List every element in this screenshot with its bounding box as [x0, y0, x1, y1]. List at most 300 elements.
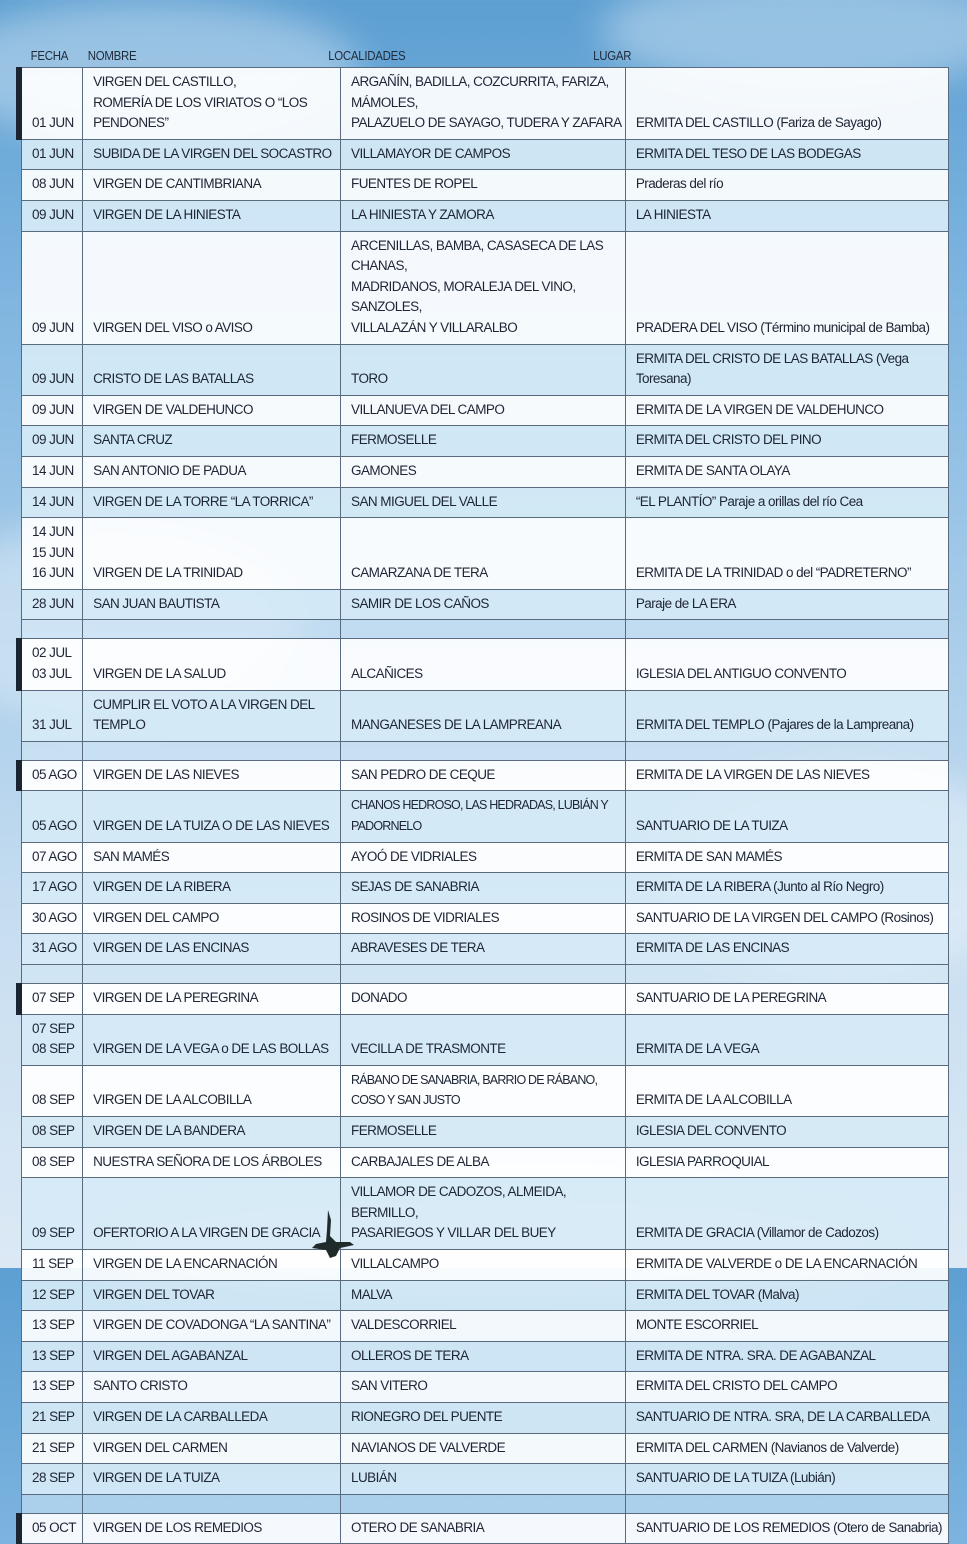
place-cell-line: LA HINIESTA	[635, 206, 711, 222]
place-cell	[625, 639, 948, 690]
name-cell-line: VIRGEN DEL VISO o AVISO	[93, 319, 253, 335]
separator-cell	[341, 620, 626, 639]
place-cell-line: ERMITA DE NTRA. SRA. DE AGABANZAL	[635, 1347, 876, 1363]
date-cell	[22, 344, 83, 395]
localities-cell-line: VECILLA DE TRASMONTE	[351, 1041, 506, 1057]
localities-cell-line: DONADO	[351, 990, 407, 1005]
table-row	[22, 518, 949, 590]
localities-cell	[341, 1280, 626, 1311]
place-cell	[625, 456, 948, 487]
header-nombre: NOMBRE	[87, 48, 137, 63]
name-cell	[83, 1065, 341, 1116]
date-cell-line: 12 SEP	[32, 1286, 75, 1302]
localities-cell	[341, 518, 626, 590]
table-row	[22, 639, 949, 690]
table-row	[22, 68, 949, 140]
name-cell	[83, 426, 341, 457]
localities-cell	[341, 1341, 626, 1372]
date-cell	[22, 1341, 83, 1372]
separator-cell	[341, 1494, 626, 1513]
date-cell-line: 14 JUN	[32, 524, 74, 540]
separator-cell	[83, 1494, 341, 1513]
place-cell	[625, 1372, 948, 1403]
date-cell	[22, 487, 83, 518]
place-cell-line: Praderas del río	[635, 176, 724, 192]
date-cell	[22, 791, 83, 842]
place-cell-line: ERMITA DEL CRISTO DEL CAMPO	[635, 1378, 838, 1394]
place-cell	[625, 139, 948, 170]
name-cell-line: VIRGEN DE LA SALUD	[93, 666, 226, 682]
localities-cell	[341, 456, 626, 487]
name-cell	[83, 842, 341, 873]
localities-cell-line: SAN VITERO	[351, 1378, 428, 1394]
table-row	[22, 934, 949, 965]
place-cell-line: ERMITA DEL TOVAR (Malva)	[635, 1286, 799, 1302]
localities-cell-line: ROSINOS DE VIDRIALES	[351, 909, 500, 925]
name-cell-line: VIRGEN DE LA RIBERA	[93, 879, 231, 895]
date-cell	[22, 426, 83, 457]
localities-cell-line: GAMONES	[351, 462, 417, 478]
place-cell-line: ERMITA DEL CRISTO DE LAS BATALLAS (Vega Toresana)	[635, 350, 909, 387]
localities-cell	[341, 1178, 626, 1250]
place-cell	[625, 1147, 948, 1178]
table-row	[22, 1433, 949, 1464]
date-cell	[22, 395, 83, 426]
name-cell	[83, 200, 341, 231]
date-cell-line: 05 AGO	[32, 766, 77, 782]
localities-cell-line: RÁBANO DE SANABRIA, BARRIO DE RÁBANO, COSO Y SAN JUSTO	[351, 1072, 598, 1108]
date-cell-line: 02 JUL	[32, 645, 72, 661]
separator-cell	[341, 965, 626, 984]
date-cell	[22, 1249, 83, 1280]
name-cell	[83, 1341, 341, 1372]
date-cell	[22, 1433, 83, 1464]
localities-cell	[341, 1147, 626, 1178]
place-cell-line: ERMITA DE LA VIRGEN DE LAS NIEVES	[635, 766, 870, 782]
name-cell-line: SAN ANTONIO DE PADUA	[93, 462, 246, 478]
name-cell-line: VIRGEN DE LA PEREGRINA	[93, 990, 259, 1005]
place-cell	[625, 873, 948, 904]
localities-cell-line: NAVIANOS DE VALVERDE	[351, 1439, 506, 1455]
date-cell-line: 14 JUN	[32, 462, 74, 478]
pilgrimage-table-container	[21, 40, 949, 1544]
name-cell	[83, 487, 341, 518]
localities-cell	[341, 903, 626, 934]
localities-cell-line: CAMARZANA DE TERA	[351, 565, 488, 581]
localities-cell-line: MALVA	[351, 1286, 393, 1302]
localities-cell-line: SAN PEDRO DE CEQUE	[351, 766, 495, 782]
name-cell	[83, 1402, 341, 1433]
place-cell	[625, 200, 948, 231]
name-cell	[83, 139, 341, 170]
place-cell-line: IGLESIA DEL CONVENTO	[635, 1122, 787, 1138]
name-cell	[83, 903, 341, 934]
name-cell	[83, 456, 341, 487]
date-cell-line: 14 JUN	[32, 493, 74, 509]
name-cell-line: SANTO CRISTO	[93, 1378, 188, 1394]
date-cell-line: 09 JUN	[32, 432, 74, 448]
table-row	[22, 1065, 949, 1116]
localities-cell	[341, 170, 626, 201]
localities-cell	[341, 68, 626, 140]
date-cell-line: 07 SEP	[32, 1020, 75, 1036]
localities-cell-line: VILLANUEVA DEL CAMPO	[351, 401, 505, 417]
localities-cell	[341, 139, 626, 170]
localities-cell	[341, 1014, 626, 1065]
name-cell	[83, 1014, 341, 1065]
date-cell-line: 05 AGO	[32, 818, 77, 834]
date-cell-line: 08 JUN	[32, 176, 74, 192]
date-cell-line: 09 JUN	[32, 371, 74, 387]
localities-cell-line: ARGAÑÍN, BADILLA, COZCURRITA, FARIZA, MÁMOLES,	[351, 74, 609, 110]
localities-cell-line: VILLALCAMPO	[351, 1255, 439, 1271]
date-cell-line: 13 SEP	[32, 1347, 75, 1363]
name-cell	[83, 1116, 341, 1147]
date-cell-line: 21 SEP	[32, 1408, 75, 1424]
place-cell	[625, 903, 948, 934]
name-cell-line: SUBIDA DE LA VIRGEN DEL SOCASTRO	[93, 145, 332, 161]
localities-cell-line: PASARIEGOS Y VILLAR DEL BUEY	[351, 1225, 556, 1241]
place-cell-line: SANTUARIO DE LA VIRGEN DEL CAMPO (Rosinos)	[635, 909, 934, 925]
place-cell	[625, 344, 948, 395]
date-cell-line: 11 SEP	[32, 1255, 74, 1271]
place-cell	[625, 395, 948, 426]
table-body	[22, 68, 949, 1544]
localities-cell	[341, 1065, 626, 1116]
date-cell	[22, 589, 83, 620]
place-cell-line: ERMITA DE LA RIBERA (Junto al Río Negro)	[635, 879, 884, 895]
place-cell	[625, 68, 948, 140]
localities-cell-line: SAN MIGUEL DEL VALLE	[351, 493, 498, 509]
localities-cell-line: TORO	[351, 371, 388, 387]
localities-cell-line: FERMOSELLE	[351, 432, 437, 448]
name-cell-line: VIRGEN DE LAS ENCINAS	[93, 940, 249, 956]
localities-cell-line: PALAZUELO DE SAYAGO, TUDERA Y ZAFARA	[351, 115, 622, 131]
date-cell-line: 07 SEP	[32, 990, 75, 1005]
table-row	[22, 1372, 949, 1403]
date-cell-line: 30 AGO	[32, 909, 77, 925]
date-cell	[22, 1178, 83, 1250]
bird-silhouette-icon	[310, 1208, 358, 1268]
localities-cell	[341, 395, 626, 426]
table-row	[22, 456, 949, 487]
place-cell	[625, 1178, 948, 1250]
date-cell	[22, 1372, 83, 1403]
place-cell-line: IGLESIA PARROQUIAL	[635, 1153, 769, 1169]
date-cell-line: 01 JUN	[32, 145, 74, 161]
date-cell	[22, 842, 83, 873]
separator-cell	[341, 741, 626, 760]
name-cell	[83, 170, 341, 201]
table-row	[22, 1464, 949, 1495]
place-cell	[625, 1341, 948, 1372]
date-cell-line: 09 JUN	[32, 206, 74, 222]
place-cell	[625, 791, 948, 842]
date-cell	[22, 518, 83, 590]
date-cell-line: 03 JUL	[32, 666, 72, 682]
separator-cell	[625, 1494, 948, 1513]
localities-cell-line: FERMOSELLE	[351, 1122, 437, 1138]
name-cell-line: CRISTO DE LAS BATALLAS	[93, 371, 254, 387]
localities-cell	[341, 984, 626, 1015]
localities-cell-line: RIONEGRO DEL PUENTE	[351, 1408, 503, 1424]
date-cell	[22, 139, 83, 170]
table-row	[22, 1341, 949, 1372]
place-cell	[625, 1513, 948, 1544]
date-cell	[22, 1014, 83, 1065]
localities-cell	[341, 690, 626, 741]
date-cell	[22, 639, 83, 690]
date-cell	[22, 1513, 83, 1544]
place-cell	[625, 1280, 948, 1311]
place-cell	[625, 1433, 948, 1464]
table-row	[22, 1116, 949, 1147]
localities-cell-line: AYOÓ DE VIDRIALES	[351, 848, 477, 864]
place-cell-line: ERMITA DE LA TRINIDAD o del “PADRETERNO”	[635, 565, 911, 581]
localities-cell	[341, 1249, 626, 1280]
localities-cell-line: LUBIÁN	[351, 1470, 397, 1486]
name-cell-line: VIRGEN DE LA TORRE “LA TORRICA”	[93, 493, 313, 509]
place-cell-line: ERMITA DE VALVERDE o DE LA ENCARNACIÓN	[635, 1255, 918, 1271]
name-cell	[83, 1464, 341, 1495]
place-cell-line: Paraje de LA ERA	[635, 595, 736, 611]
header-lugar: LUGAR	[593, 48, 632, 63]
table-row	[22, 344, 949, 395]
date-cell	[22, 903, 83, 934]
date-cell	[22, 690, 83, 741]
date-cell-line: 08 SEP	[32, 1153, 75, 1169]
table-row	[22, 589, 949, 620]
localities-cell	[341, 639, 626, 690]
localities-cell	[341, 873, 626, 904]
name-cell	[83, 639, 341, 690]
pilgrimage-table	[21, 67, 949, 1544]
table-row	[22, 791, 949, 842]
name-cell	[83, 1372, 341, 1403]
place-cell	[625, 1065, 948, 1116]
date-cell	[22, 1147, 83, 1178]
place-cell-line: ERMITA DE LAS ENCINAS	[635, 940, 790, 956]
date-cell	[22, 68, 83, 140]
separator-cell	[22, 1494, 83, 1513]
table-row	[22, 690, 949, 741]
month-separator-row	[22, 620, 949, 639]
place-cell	[625, 1311, 948, 1342]
table-row	[22, 139, 949, 170]
name-cell-line: VIRGEN DE LA CARBALLEDA	[93, 1408, 268, 1424]
localities-cell	[341, 760, 626, 791]
date-cell-line: 08 SEP	[32, 1041, 75, 1057]
place-cell	[625, 1464, 948, 1495]
localities-cell-line: FUENTES DE ROPEL	[351, 176, 478, 192]
place-cell-line: ERMITA DEL CASTILLO (Fariza de Sayago)	[635, 115, 882, 131]
name-cell	[83, 1280, 341, 1311]
name-cell-line: VIRGEN DEL AGABANZAL	[93, 1347, 248, 1363]
localities-cell-line: CHANOS HEDROSO, LAS HEDRADAS, LUBIÁN Y PADORNELO	[351, 798, 608, 834]
name-cell	[83, 1147, 341, 1178]
date-cell-line: 07 AGO	[32, 848, 77, 864]
place-cell-line: ERMITA DE SANTA OLAYA	[635, 462, 790, 478]
name-cell	[83, 791, 341, 842]
name-cell-line: VIRGEN DE LA TUIZA O DE LAS NIEVES	[93, 818, 330, 834]
localities-cell-line: ABRAVESES DE TERA	[351, 940, 485, 956]
name-cell	[83, 344, 341, 395]
date-cell-line: 31 JUL	[32, 717, 72, 733]
localities-cell-line: ALCAÑICES	[351, 666, 423, 682]
localities-cell	[341, 1402, 626, 1433]
place-cell-line: ERMITA DEL TEMPLO (Pajares de la Lampreana)	[635, 717, 914, 733]
name-cell	[83, 1433, 341, 1464]
place-cell-line: “EL PLANTÍO” Paraje a orillas del río Cea	[635, 493, 863, 509]
localities-cell	[341, 487, 626, 518]
localities-cell	[341, 344, 626, 395]
name-cell-line: VIRGEN DEL CASTILLO,	[93, 74, 237, 89]
place-cell	[625, 518, 948, 590]
separator-cell	[22, 741, 83, 760]
name-cell-line: SAN MAMÉS	[93, 848, 170, 864]
date-cell	[22, 200, 83, 231]
table-row	[22, 200, 949, 231]
localities-cell-line: OLLEROS DE TERA	[351, 1347, 469, 1363]
table-row	[22, 873, 949, 904]
place-cell-line: SANTUARIO DE LA PEREGRINA	[635, 990, 827, 1005]
name-cell-line: VIRGEN DE LA ALCOBILLA	[93, 1092, 252, 1108]
name-cell	[83, 68, 341, 140]
name-cell-line: VIRGEN DE LOS REMEDIOS	[93, 1519, 262, 1535]
localities-cell-line: OTERO DE SANABRIA	[351, 1519, 485, 1535]
place-cell	[625, 760, 948, 791]
name-cell	[83, 589, 341, 620]
date-cell-line: 13 SEP	[32, 1317, 75, 1333]
table-row	[22, 1147, 949, 1178]
table-row	[22, 426, 949, 457]
localities-cell	[341, 1513, 626, 1544]
date-cell-line: 09 JUN	[32, 319, 74, 335]
name-cell	[83, 984, 341, 1015]
date-cell-line: 08 SEP	[32, 1122, 75, 1138]
localities-cell	[341, 1311, 626, 1342]
header-fecha: FECHA	[30, 48, 69, 63]
date-cell	[22, 1464, 83, 1495]
localities-cell	[341, 791, 626, 842]
localities-cell-line: MADRIDANOS, MORALEJA DEL VINO, SANZOLES,	[351, 278, 576, 315]
place-cell	[625, 170, 948, 201]
date-cell	[22, 1311, 83, 1342]
date-cell-line: 16 JUN	[32, 565, 74, 581]
place-cell	[625, 1402, 948, 1433]
table-row	[22, 395, 949, 426]
localities-cell	[341, 200, 626, 231]
localities-cell	[341, 1116, 626, 1147]
localities-cell-line: SEJAS DE SANABRIA	[351, 879, 479, 895]
separator-cell	[83, 965, 341, 984]
localities-cell-line: VALDESCORRIEL	[351, 1317, 457, 1333]
place-cell-line: ERMITA DE GRACIA (Villamor de Cadozos)	[635, 1225, 879, 1241]
localities-cell-line: VILLALAZÁN Y VILLARALBO	[351, 319, 518, 335]
date-cell	[22, 1116, 83, 1147]
place-cell-line: ERMITA DE LA VEGA	[635, 1041, 760, 1057]
name-cell	[83, 873, 341, 904]
place-cell-line: ERMITA DEL TESO DE LAS BODEGAS	[635, 145, 861, 161]
name-cell-line: VIRGEN DE LA HINIESTA	[93, 206, 241, 222]
localities-cell-line: LA HINIESTA Y ZAMORA	[351, 206, 494, 222]
place-cell-line: PRADERA DEL VISO (Término municipal de Bamba)	[635, 319, 930, 335]
place-cell	[625, 1014, 948, 1065]
date-cell	[22, 984, 83, 1015]
table-row	[22, 1311, 949, 1342]
date-cell	[22, 170, 83, 201]
place-cell	[625, 487, 948, 518]
localities-cell-line: VILLAMOR DE CADOZOS, ALMEIDA, BERMILLO,	[351, 1184, 567, 1220]
localities-cell	[341, 934, 626, 965]
place-cell	[625, 589, 948, 620]
separator-cell	[83, 741, 341, 760]
place-cell	[625, 984, 948, 1015]
place-cell	[625, 1116, 948, 1147]
name-cell-line: VIRGEN DE COVADONGA “LA SANTINA”	[93, 1317, 331, 1333]
localities-cell-line: VILLAMAYOR DE CAMPOS	[351, 145, 511, 161]
date-cell-line: 05 OCT	[32, 1519, 76, 1535]
separator-cell	[83, 620, 341, 639]
name-cell	[83, 690, 341, 741]
date-cell-line: 31 AGO	[32, 940, 77, 956]
name-cell	[83, 1513, 341, 1544]
name-cell-line: VIRGEN DEL CAMPO	[93, 909, 219, 925]
date-cell	[22, 1402, 83, 1433]
place-cell-line: MONTE ESCORRIEL	[635, 1317, 759, 1333]
place-cell-line: SANTUARIO DE LOS REMEDIOS (Otero de Sanabria)	[635, 1519, 942, 1535]
date-cell	[22, 873, 83, 904]
date-cell-line: 01 JUN	[32, 115, 74, 131]
table-row	[22, 1014, 949, 1065]
name-cell-line: ROMERÍA DE LOS VIRIATOS O “LOS PENDONES”	[93, 94, 308, 131]
name-cell	[83, 1311, 341, 1342]
separator-cell	[22, 965, 83, 984]
name-cell-line: VIRGEN DE LA VEGA o DE LAS BOLLAS	[93, 1041, 329, 1057]
name-cell	[83, 518, 341, 590]
date-cell-line: 09 SEP	[32, 1225, 75, 1241]
localities-cell	[341, 842, 626, 873]
date-cell	[22, 1280, 83, 1311]
date-cell	[22, 934, 83, 965]
date-cell-line: 08 SEP	[32, 1092, 75, 1108]
name-cell-line: VIRGEN DE VALDEHUNCO	[93, 401, 253, 417]
place-cell-line: ERMITA DEL CRISTO DEL PINO	[635, 432, 822, 448]
name-cell-line: VIRGEN DEL TOVAR	[93, 1286, 215, 1302]
month-separator-row	[22, 965, 949, 984]
table-row	[22, 903, 949, 934]
table-row	[22, 1249, 949, 1280]
name-cell-line: VIRGEN DE LA TRINIDAD	[93, 565, 243, 581]
place-cell-line: ERMITA DE SAN MAMÉS	[635, 848, 782, 864]
separator-cell	[625, 620, 948, 639]
table-row	[22, 1178, 949, 1250]
date-cell-line: 17 AGO	[32, 879, 77, 895]
place-cell-line: SANTUARIO DE NTRA. SRA, DE LA CARBALLEDA	[635, 1408, 930, 1424]
month-separator-row	[22, 741, 949, 760]
date-cell-line: 21 SEP	[32, 1439, 75, 1455]
place-cell	[625, 934, 948, 965]
date-cell	[22, 1065, 83, 1116]
name-cell	[83, 231, 341, 344]
localities-cell-line: SAMIR DE LOS CAÑOS	[351, 595, 489, 611]
date-cell-line: 13 SEP	[32, 1378, 75, 1394]
name-cell-line: OFERTORIO A LA VIRGEN DE GRACIA	[93, 1225, 321, 1241]
header-localidades: LOCALIDADES	[328, 48, 406, 63]
table-row	[22, 842, 949, 873]
localities-cell-line: ARCENILLAS, BAMBA, CASASECA DE LAS CHANAS,	[351, 237, 604, 274]
table-row	[22, 984, 949, 1015]
